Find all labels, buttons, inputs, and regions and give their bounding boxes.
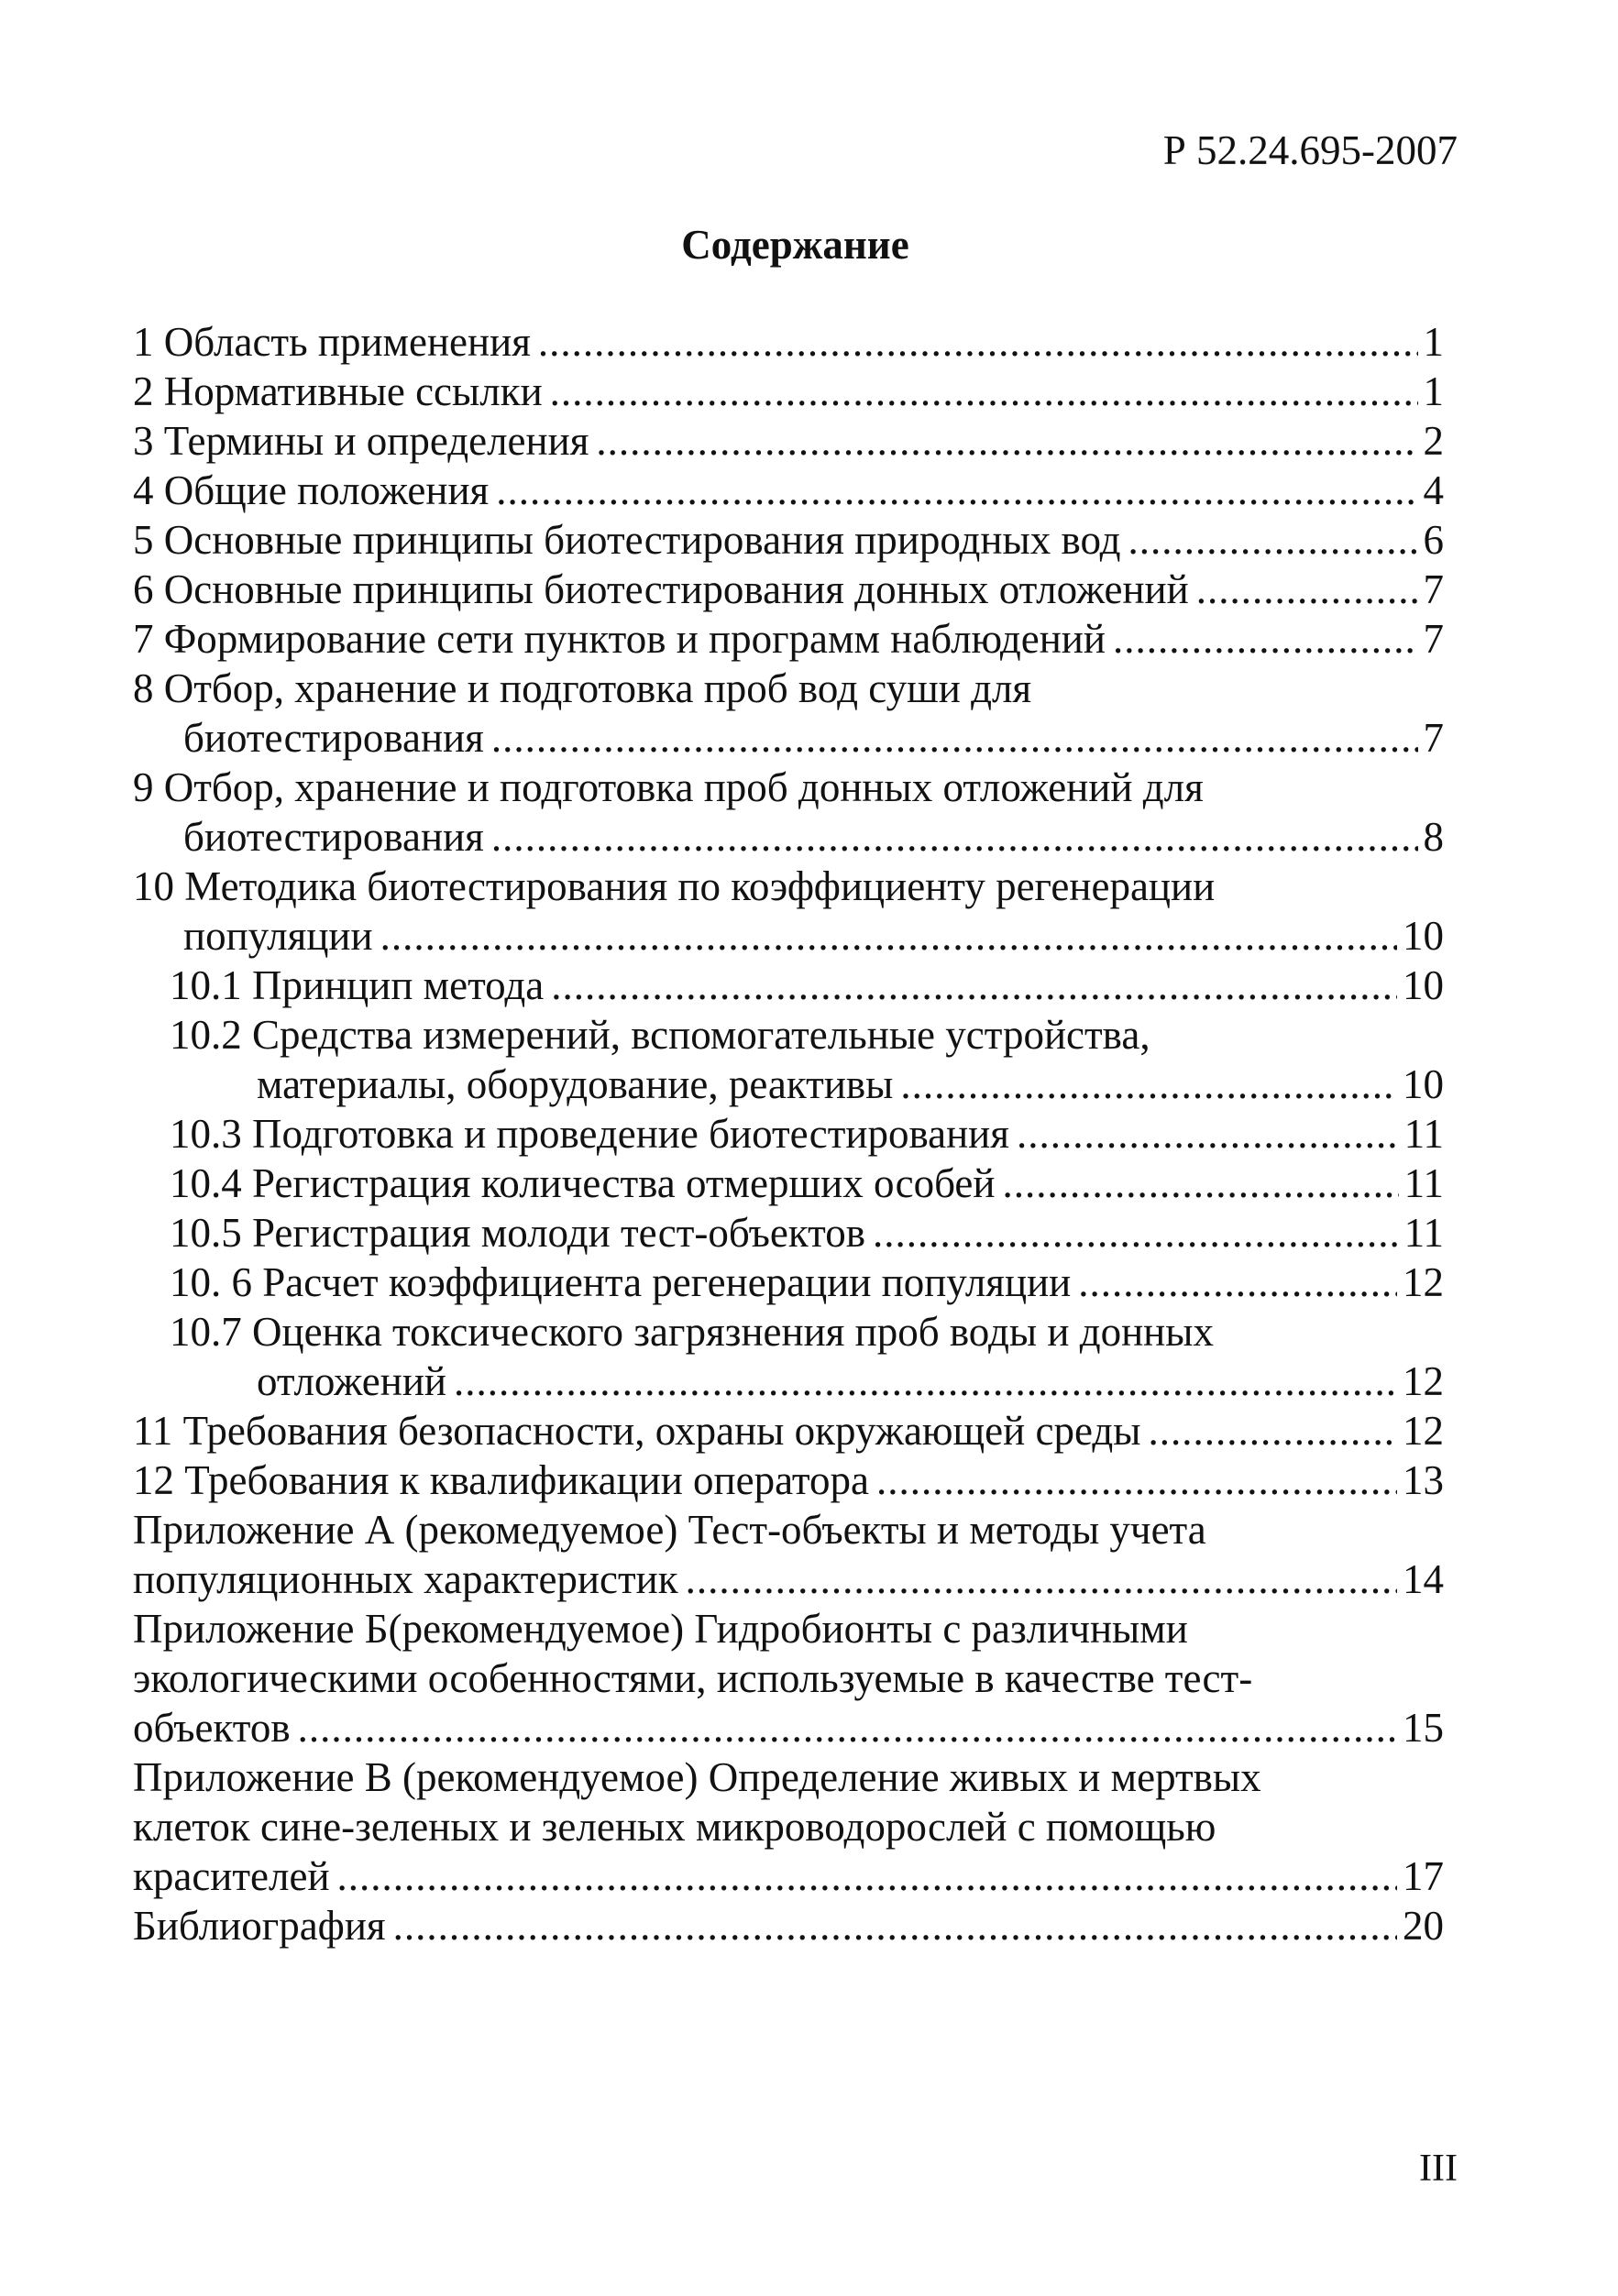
toc-entry-title: 10.3 Подготовка и проведение биотестирования [170,1111,1009,1157]
toc-leader-dots [393,1901,1397,1950]
toc-entry-title: 2 Нормативные ссылки [133,368,543,414]
toc-entry-title: 4 Общие положения [133,467,490,513]
toc-leader-dots [596,416,1417,466]
toc-subentry[interactable] [133,1159,1444,1208]
toc-entry-title-continued: объектов [133,1705,291,1751]
toc-entry-page: 1 [1423,368,1444,414]
toc-entry-page: 14 [1403,1556,1444,1602]
toc-entry[interactable] [133,565,1444,614]
toc-leader-dots [1148,1406,1397,1456]
toc-entry-page: 10 [1403,962,1444,1008]
toc-entry[interactable] [133,763,1444,862]
toc-entry-title: 1 Область применения [133,319,531,365]
toc-leader-dots [551,961,1397,1010]
toc-entry[interactable] [133,614,1444,664]
toc-appendix-entry[interactable] [133,1505,1444,1604]
toc-entry-page: 7 [1423,715,1444,761]
toc-entry-title: 7 Формирование сети пунктов и программ наблюдений [133,616,1106,662]
toc-entry-page: 11 [1403,1160,1444,1206]
toc-entry-title: 5 Основные принципы биотестирования природных вод [133,517,1121,563]
toc-entry-page: 12 [1403,1259,1444,1305]
toc-bibliography-entry[interactable] [133,1901,1444,1950]
toc-entry-page: 1 [1423,319,1444,365]
toc-entry-title: Приложение А (рекомедуемое) Тест-объекты и методы учета [133,1507,1206,1553]
toc-subentry[interactable] [133,1208,1444,1258]
toc-entry-title: 3 Термины и определения [133,418,589,464]
toc-subentry[interactable] [133,1307,1444,1406]
toc-leader-dots [337,1851,1397,1901]
toc-leader-dots [1196,565,1418,614]
toc-leader-dots [900,1060,1397,1109]
toc-leader-dots [1017,1109,1399,1159]
toc-entry-title-continued: отложений [257,1358,447,1404]
toc-leader-dots [491,713,1418,763]
toc-leader-dots [550,367,1418,416]
toc-entry-title-continued: биотестирования [183,715,484,761]
toc-leader-dots [454,1357,1397,1406]
toc-entry-title-continued: экологическими особенностями, используемые в качестве тест- [133,1655,1253,1701]
toc-entry-page: 4 [1423,467,1444,513]
toc-entry-page: 7 [1423,566,1444,612]
toc-entry[interactable] [133,466,1444,515]
toc-entry-page: 15 [1403,1705,1444,1751]
table-of-contents [133,317,1444,1950]
toc-entry-page: 2 [1423,418,1444,464]
toc-entry-title: 10. 6 Расчет коэффициента регенерации популяции [170,1259,1072,1305]
document-code: Р 52.24.695-2007 [1162,127,1458,173]
toc-leader-dots [686,1554,1397,1604]
toc-entry[interactable] [133,416,1444,466]
toc-entry-title: 6 Основные принципы биотестирования донных отложений [133,566,1189,612]
toc-entry-title: 10.5 Регистрация молоди тест-объектов [170,1210,865,1256]
toc-entry-page: 11 [1403,1111,1444,1157]
toc-entry-page: 10 [1403,1061,1444,1107]
toc-entry-title: 11 Требования безопасности, охраны окружающей среды [133,1408,1141,1454]
toc-entry-page: 17 [1403,1853,1444,1899]
toc-subentry[interactable] [133,1109,1444,1159]
toc-entry-title: 10.7 Оценка токсического загрязнения проб воды и донных [170,1309,1214,1355]
toc-entry[interactable] [133,664,1444,763]
toc-entry[interactable] [133,317,1444,367]
page-number: III [1419,2148,1458,2190]
toc-entry-title-continued: биотестирования [183,814,484,860]
toc-leader-dots [1002,1159,1398,1208]
toc-entry[interactable] [133,1456,1444,1505]
toc-entry[interactable] [133,367,1444,416]
toc-entry-page: 7 [1423,616,1444,662]
toc-entry-page: 12 [1403,1358,1444,1404]
toc-leader-dots [1128,515,1418,565]
toc-leader-dots [538,317,1418,367]
toc-entry-title: Приложение Б(рекомендуемое) Гидробионты с различными [133,1606,1188,1652]
toc-leader-dots [298,1703,1397,1752]
toc-entry[interactable] [133,515,1444,565]
toc-leader-dots [491,812,1418,862]
toc-leader-dots [1113,614,1418,664]
toc-entry[interactable] [133,862,1444,961]
toc-entry-title: 8 Отбор, хранение и подготовка проб вод суши для [133,665,1032,711]
toc-entry-page: 6 [1423,517,1444,563]
toc-entry[interactable] [133,1406,1444,1456]
toc-entry-title: 10.4 Регистрация количества отмерших особей [170,1160,996,1206]
toc-entry-title: 12 Требования к квалификации оператора [133,1457,869,1503]
toc-entry-page: 12 [1403,1408,1444,1454]
toc-entry-title-continued: материалы, оборудование, реактивы [257,1061,894,1107]
toc-title: Содержание [681,222,909,268]
toc-entry-page: 11 [1403,1210,1444,1256]
toc-appendix-entry[interactable] [133,1604,1444,1752]
toc-leader-dots [1078,1258,1397,1307]
toc-entry-title: Библиография [133,1903,386,1949]
toc-entry-title-continued: клеток сине-зеленых и зеленых микроводорослей с помощью [133,1804,1216,1850]
toc-entry-title-continued: красителей [133,1853,330,1899]
toc-entry-title: 10 Методика биотестирования по коэффициенту регенерации [133,863,1216,909]
toc-entry-title: Приложение В (рекомендуемое) Определение живых и мертвых [133,1754,1261,1800]
toc-subentry[interactable] [133,1258,1444,1307]
toc-entry-page: 8 [1423,814,1444,860]
toc-entry-title: 9 Отбор, хранение и подготовка проб донных отложений для [133,764,1204,810]
toc-leader-dots [873,1208,1399,1258]
toc-subentry[interactable] [133,1010,1444,1109]
toc-leader-dots [380,911,1397,961]
toc-subentry[interactable] [133,961,1444,1010]
toc-entry-page: 20 [1403,1903,1444,1949]
toc-appendix-entry[interactable] [133,1752,1444,1901]
toc-entry-page: 13 [1403,1457,1444,1503]
toc-entry-title-continued: популяционных характеристик [133,1556,678,1602]
toc-entry-page: 10 [1403,913,1444,959]
toc-entry-title: 10.2 Средства измерений, вспомогательные устройства, [170,1012,1150,1058]
toc-entry-title-continued: популяции [183,913,373,959]
toc-entry-title: 10.1 Принцип метода [170,962,545,1008]
toc-leader-dots [496,466,1417,515]
toc-leader-dots [876,1456,1397,1505]
